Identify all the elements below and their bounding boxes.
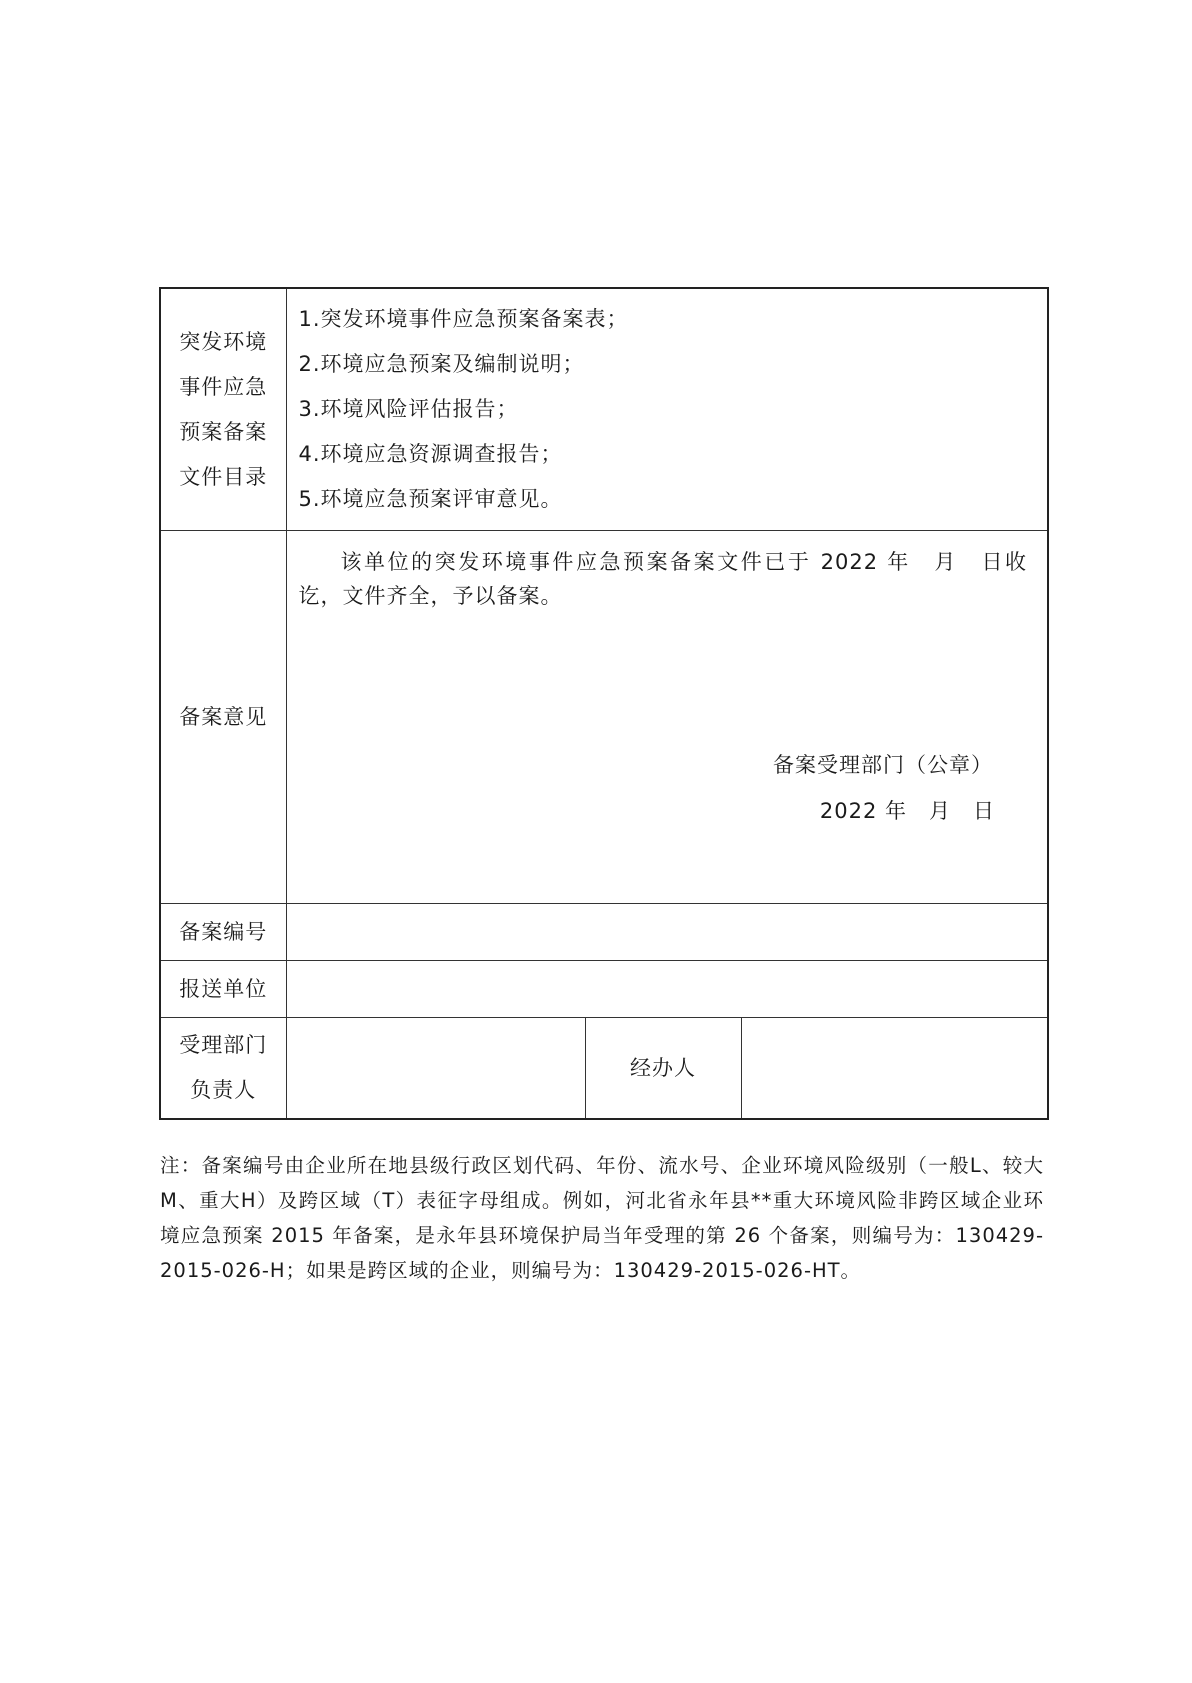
list-item: 1.突发环境事件应急预案备案表； bbox=[298, 307, 629, 331]
filing-opinion-content bbox=[286, 531, 1048, 904]
submitting-unit-field[interactable] bbox=[286, 961, 1048, 1018]
department-head-field[interactable] bbox=[286, 1018, 585, 1120]
file-directory-content bbox=[286, 288, 1048, 531]
submitting-unit-label: 报送单位 bbox=[160, 961, 286, 1018]
department-stamp-label: 备案受理部门（公章） bbox=[773, 753, 994, 777]
filing-date: 2022 年 月 日 bbox=[819, 799, 996, 823]
handler-field[interactable] bbox=[741, 1018, 1048, 1120]
file-directory-label-line: 文件目录 bbox=[179, 464, 268, 489]
department-head-row bbox=[160, 1018, 1048, 1120]
department-head-label bbox=[160, 1018, 286, 1120]
filing-number-label: 备案编号 bbox=[160, 904, 286, 961]
filing-number-row bbox=[160, 904, 1048, 961]
submitting-unit-row bbox=[160, 961, 1048, 1018]
filing-form-table bbox=[159, 287, 1049, 1120]
file-directory-label-line: 突发环境 bbox=[179, 329, 268, 354]
file-directory-list bbox=[299, 289, 1038, 530]
filing-opinion-row bbox=[160, 531, 1048, 904]
list-item: 3.环境风险评估报告； bbox=[298, 397, 519, 421]
list-item: 5.环境应急预案评审意见。 bbox=[298, 487, 563, 511]
department-head-label-line: 受理部门 bbox=[179, 1033, 268, 1057]
filing-opinion-label: 备案意见 bbox=[160, 531, 286, 904]
list-item: 2.环境应急预案及编制说明； bbox=[298, 352, 585, 376]
file-directory-label bbox=[160, 288, 286, 531]
file-directory-label-line: 预案备案 bbox=[179, 419, 268, 444]
list-item: 4.环境应急资源调查报告； bbox=[298, 442, 563, 466]
file-directory-row bbox=[160, 288, 1048, 531]
department-head-label-line: 负责人 bbox=[190, 1078, 257, 1102]
filing-number-field[interactable] bbox=[286, 904, 1048, 961]
file-directory-label-line: 事件应急 bbox=[179, 374, 268, 399]
handler-label: 经办人 bbox=[585, 1018, 741, 1120]
footnote: 注：备案编号由企业所在地县级行政区划代码、年份、流水号、企业环境风险级别（一般L、较大M、重大H）及跨区域（T）表征字母组成。例如，河北省永年县**重大环境风险非跨区域企业环境应急预案 2015 年备案，是永年县环境保护局当年受理的第 26 个备案，则编号为：130429-2015-026-H；如果是跨区域的企业，则编号为：130429-2015-026-HT。 bbox=[160, 1154, 1044, 1282]
filing-opinion-text: 该单位的突发环境事件应急预案备案文件已于 2022 年 月 日收讫，文件齐全，予以备案。 bbox=[298, 550, 1028, 608]
